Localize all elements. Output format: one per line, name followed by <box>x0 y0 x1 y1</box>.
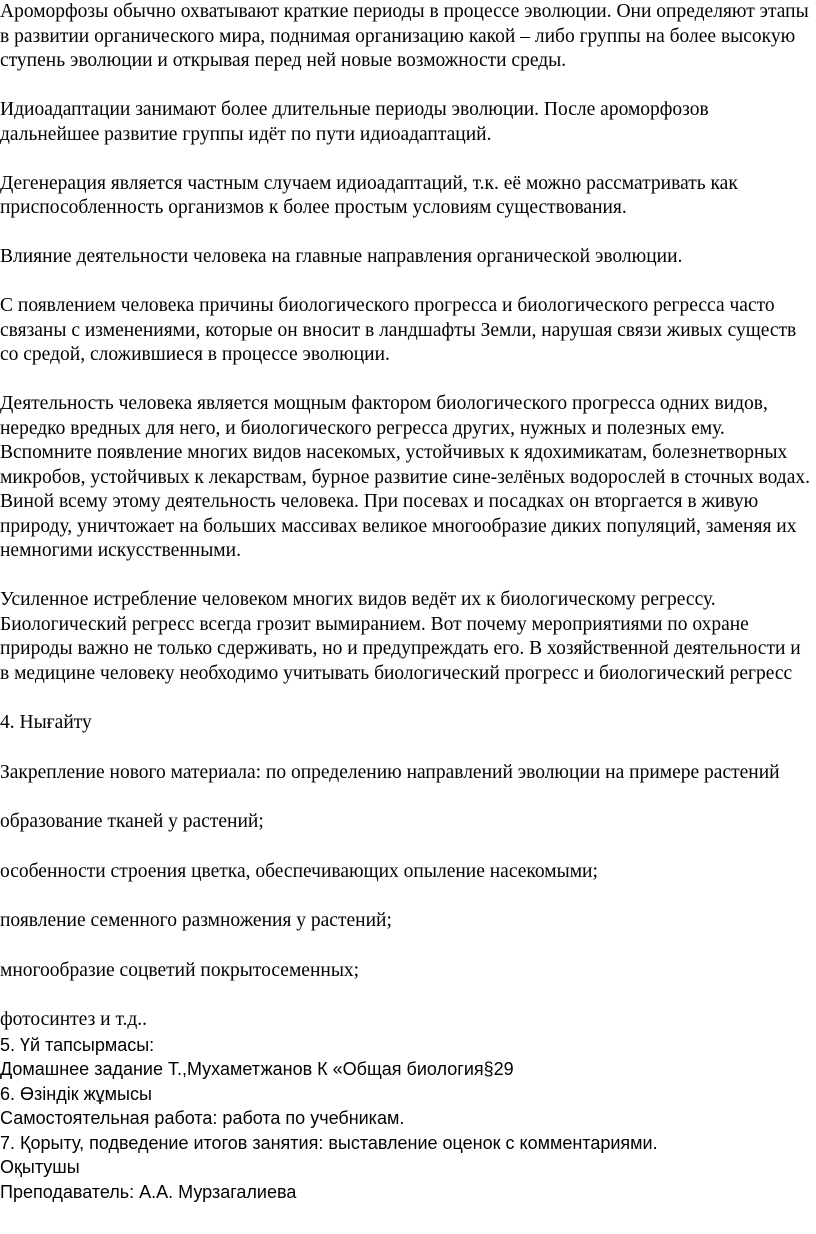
list-item-inflorescences: многообразие соцветий покрытосеменных; <box>0 959 360 981</box>
section-6-heading: 6. Өзіндік жұмысы <box>0 1083 152 1104</box>
independent-work-line: Самостоятельная работа: работа по учебникам. <box>0 1108 405 1128</box>
paragraph-aromorphoses: Ароморфозы обычно охватывают краткие периоды в процессе эволюции. Они определяют этапы в развитии органического мира, поднимая организацию какой – либо группы на более высокую ступень эволюции и открывая перед ней новые возможности среды. <box>0 1 809 71</box>
teacher-kz-label: Оқытушы <box>0 1157 80 1177</box>
list-item-tissues: образование тканей у растений; <box>0 811 264 832</box>
paragraph-human-activity: Деятельность человека является мощным фактором биологического прогресса одних видов, нередко вредных для него, и биологического регресса других, нужных и полезных ему. Вспомните появление многих видов насекомых, устойчивых к ядохимикатам, болезнетворных микробов, устойчивых к лекарствам, бурное развитие сине-зелёных водорослей в сточных водах. Виной всему этому деятельность человека. При посевах и посадках он вторгается в живую природу, уничтожает на больших массивах великое многообразие диких популяций, заменяя их немногими искусственными. <box>0 393 811 561</box>
list-item-seed-reproduction: появление семенного размножения у растений; <box>0 910 392 931</box>
paragraph-consolidation: Закрепление нового материала: по определению направлений эволюции на примере растений <box>0 761 780 783</box>
paragraph-degeneration: Дегенерация является частным случаем идиоадаптаций, т.к. её можно рассматривать как приспособленность организмов к более простым условиям существования. <box>0 172 738 218</box>
paragraph-extermination: Усиленное истребление человеком многих видов ведёт их к биологическому регрессу. Биологический регресс всегда грозит вымиранием. Вот почему мероприятиями по охране природы важно не только сдерживать, но и предупреждать его. В хозяйственной деятельности и в медицине человеку необходимо учитывать биологический прогресс и биологический регресс <box>0 589 801 684</box>
homework-line: Домашнее задание Т.,Мухаметжанов К «Общая биология§29 <box>0 1059 514 1079</box>
section-5-heading: 5. Үй тапсырмасы: <box>0 1034 155 1055</box>
closing-section <box>0 1033 812 1205</box>
paragraph-idioadaptations: Идиоадаптации занимают более длительные периоды эволюции. После ароморфозов дальнейшее развитие группы идёт по пути идиоадаптаций. <box>0 99 709 145</box>
section-4-heading: 4. Нығайту <box>0 712 92 733</box>
list-item-flower-structure: особенности строения цветка, обеспечивающих опыление насекомыми; <box>0 860 598 882</box>
section-7-heading: 7. Қорыту, подведение итогов занятия: выставление оценок с комментариями. <box>0 1132 658 1153</box>
paragraph-human-appearance: С появлением человека причины биологического прогресса и биологического регресса часто связаны с изменениями, которые он вносит в ландшафты Земли, нарушая связи живых существ со средой, сложившиеся в процессе эволюции. <box>0 295 797 365</box>
teacher-name-line: Преподаватель: А.А. Мурзагалиева <box>0 1181 297 1202</box>
heading-human-influence: Влияние деятельности человека на главные направления органической эволюции. <box>0 246 683 267</box>
list-item-photosynthesis: фотосинтез и т.д.. <box>0 1009 148 1030</box>
